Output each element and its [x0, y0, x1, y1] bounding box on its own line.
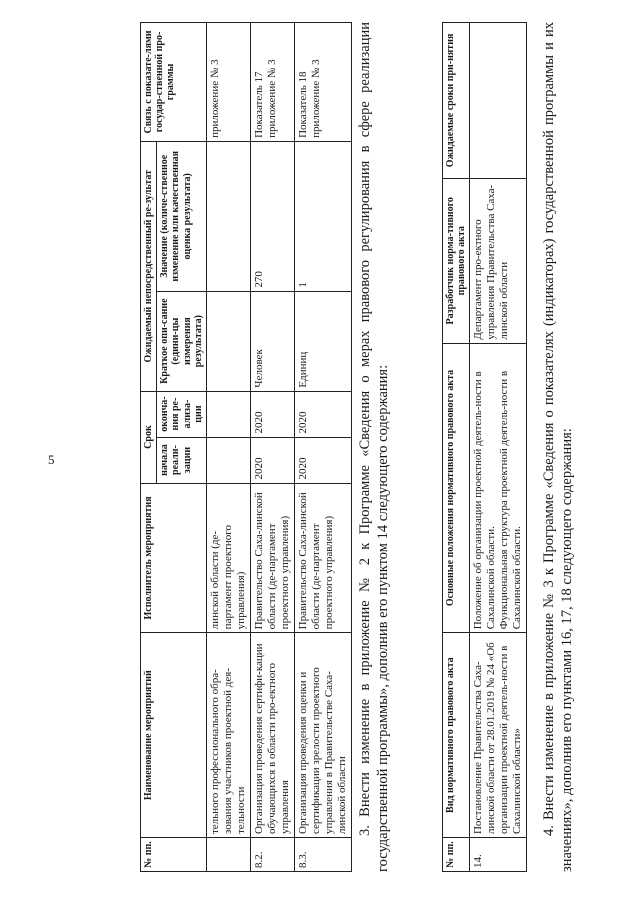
page-number: 5	[48, 452, 55, 467]
cell-num: 8.2.	[250, 838, 294, 872]
cell-value	[206, 141, 250, 291]
cell-provisions	[470, 343, 527, 633]
cell-start: 2020	[294, 437, 351, 483]
header-result-desc: Краткое опи-сание (едини-цы измерения результата)	[157, 291, 207, 391]
header-num: № пп.	[141, 838, 207, 872]
cell-link: Показатель 17 приложение № 3	[250, 23, 294, 142]
cell-link: приложение № 3	[206, 23, 250, 142]
header-dates: Ожидаемые сроки при-нятия	[443, 23, 470, 179]
header-result-value: Значение (количе-ственное изменение или качественная оценка результата)	[157, 141, 207, 291]
header-provisions: Основные положения нормативного правового акта	[443, 343, 470, 633]
cell-dates	[470, 23, 527, 179]
header-developer: Разработчик норма-тивного правового акта	[443, 178, 470, 343]
cell-start: 2020	[250, 437, 294, 483]
cell-end: 2020	[250, 391, 294, 437]
header-result: Ожидаемый непосредственный ре-зультат	[141, 141, 157, 391]
cell-executor: Правительство Саха-линской области (де-партамент проектного управления)	[294, 483, 351, 633]
cell-value: 270	[250, 141, 294, 291]
header-row	[141, 23, 157, 872]
cell-name: тельного профессионального обра-зования участников проектной дея-тельности	[206, 633, 250, 838]
header-term-start: начала реали-зации	[157, 437, 207, 483]
cell-num: 8.3.	[294, 838, 351, 872]
cell-desc: Единиц	[294, 291, 351, 391]
cell-end: 2020	[294, 391, 351, 437]
cell-link: Показатель 18 приложение № 3	[294, 23, 351, 142]
measures-table	[140, 22, 352, 872]
header-name: Наименование мероприятий	[141, 633, 207, 838]
table-row	[470, 23, 527, 872]
cell-name: Организация проведения сертифи-кации обучающихся в области про-ектного управления	[250, 633, 294, 838]
header-kind: Вид нормативного правового акта	[443, 633, 470, 838]
cell-desc	[206, 291, 250, 391]
header-term: Срок	[141, 391, 157, 483]
cell-executor: Правительство Саха-линской области (де-партамент проектного управления)	[250, 483, 294, 633]
table-row	[206, 23, 250, 872]
header-row	[443, 23, 470, 872]
cell-desc: Человек	[250, 291, 294, 391]
provision-item: Положение об организации проектной деятель-ности в Сахалинской области.	[472, 371, 498, 630]
cell-developer: Департамент про-ектного управления Правительства Саха-линской области	[470, 178, 527, 343]
cell-value: 1	[294, 141, 351, 291]
header-executor: Исполнитель мероприятия	[141, 483, 207, 633]
table-row	[250, 23, 294, 872]
provision-item: Функциональная структура проектной деятель-ности в Сахалинской области.	[498, 370, 524, 630]
cell-num: 14.	[470, 838, 527, 872]
paragraph-4: 4. Внести изменение в приложение № 3 к Программе «Сведения о показателях (индикаторах) государственной программы и их значениях», дополнив его пунктами 16, 17, 18 следующего содержания:	[541, 22, 576, 872]
header-num: № пп.	[443, 838, 470, 872]
cell-executor: линской области (де-партамент проектного управления)	[206, 483, 250, 633]
regulation-table	[442, 22, 527, 872]
cell-num	[206, 838, 250, 872]
rotated-document-sheet	[0, 2, 630, 902]
paragraph-3: 3. Внести изменение в приложение № 2 к Программе «Сведения о мерах правового регулирования в сфере реализации государственной программы», дополнив его пунктом 14 следующего содержания:	[357, 22, 392, 872]
cell-end	[206, 391, 250, 437]
cell-name: Организация проведения оценки и сертификации зрелости проектного управления в Правительстве Саха-линской области	[294, 633, 351, 838]
header-link: Связь с показате-лями государ-ственной про-граммы	[141, 23, 207, 142]
cell-kind: Постановление Правительства Саха-линской области от 28.01.2019 № 24 «Об организации проектной деятель-ности в Сахалинской области»	[470, 633, 527, 838]
table-row	[294, 23, 351, 872]
header-term-end: оконча-ния ре-ализа-ции	[157, 391, 207, 437]
cell-start	[206, 437, 250, 483]
